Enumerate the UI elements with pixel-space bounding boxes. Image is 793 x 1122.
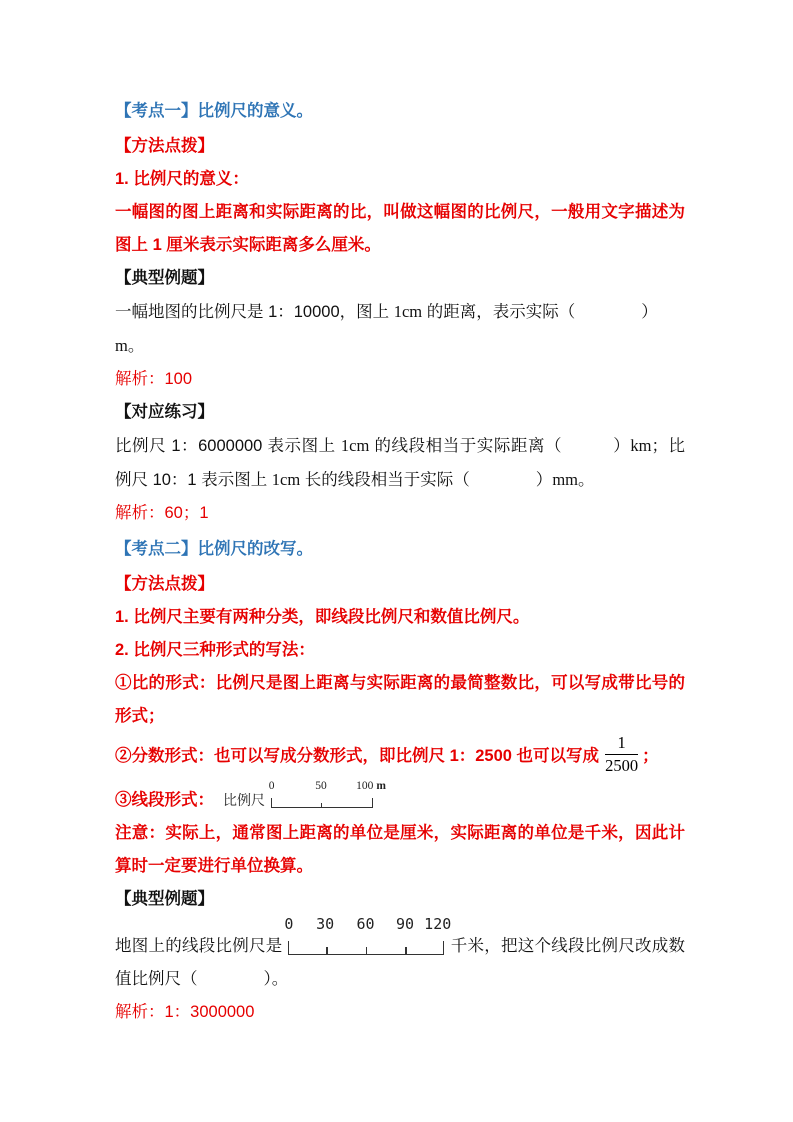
scale-tick-label: 50 bbox=[315, 780, 327, 792]
scale-bar-tick bbox=[326, 947, 328, 955]
section2-point2: 2. 比例尺三种形式的写法： bbox=[115, 641, 315, 659]
scale-tick-label: 0 bbox=[268, 780, 275, 792]
section2-method-label: 【方法点拨】 bbox=[115, 575, 214, 593]
question-text: 。 bbox=[577, 471, 595, 489]
question-text: ；比例尺 10：1 表示图上 bbox=[115, 437, 686, 489]
section1-example-label: 【典型例题】 bbox=[115, 269, 214, 287]
question-text: 地图上的线段比例尺是 bbox=[115, 937, 283, 955]
unit-mm: mm bbox=[552, 470, 578, 489]
unit-conversion-note: 注意：实际上，通常图上距离的单位是厘米，实际距离的单位是千米，因此计算时一定要进行单位换算。 bbox=[115, 824, 685, 875]
segment-scale-bar-small bbox=[269, 780, 401, 810]
section1-heading: 【考点一】比例尺的意义。 bbox=[115, 102, 313, 120]
ratio-form-text: ①比的形式：比例尺是图上距离与实际距离的最简整数比，可以写成带比号的形式； bbox=[115, 674, 685, 725]
segment-form-text: ③线段形式： bbox=[115, 791, 214, 809]
scale-definition-text: 一幅图的图上距离和实际距离的比，叫做这幅图的比例尺，一般用文字描述为图上 1 厘米表示实际距离多么厘米。 bbox=[115, 203, 685, 254]
fraction-form-suffix: ； bbox=[642, 746, 659, 765]
scale-bar-tick bbox=[321, 803, 322, 808]
practice-answer: 解析：60；1 bbox=[115, 504, 209, 522]
section2-example-label: 【典型例题】 bbox=[115, 890, 214, 908]
practice-question bbox=[115, 429, 685, 497]
worksheet-document bbox=[115, 92, 685, 1029]
fraction-form-text: ②分数形式：也可以写成分数形式，即比例尺 1：2500 也可以写成 bbox=[115, 746, 600, 765]
example2-question bbox=[115, 916, 685, 996]
scale-bar-tick bbox=[405, 947, 407, 955]
question-text: 长的线段相当于实际（ ） bbox=[300, 471, 553, 489]
example1-answer: 解析：100 bbox=[115, 370, 193, 388]
unit-m: m bbox=[115, 336, 128, 355]
scale-tick-label: 100 m bbox=[356, 780, 386, 792]
segment-form-line bbox=[115, 780, 685, 817]
scale-tick-label: 30 bbox=[316, 915, 335, 933]
unit-cm: 1cm bbox=[271, 470, 301, 489]
section1-practice-label: 【对应练习】 bbox=[115, 403, 214, 421]
question-text: 的距离，表示实际（ ） bbox=[422, 303, 658, 321]
segment-scale-bar-large bbox=[284, 915, 452, 958]
question-text: 的线段相当于实际距离（ ） bbox=[369, 437, 631, 455]
example2-answer: 解析：1：3000000 bbox=[115, 1003, 255, 1021]
scale-tick-label: 60 bbox=[356, 915, 375, 933]
scale-bar-small-label: 比例尺 bbox=[223, 792, 265, 808]
question-text: 比例尺 1：6000000 表示图上 bbox=[115, 437, 341, 455]
question-text: 一幅地图的比例尺是 1：10000，图上 bbox=[115, 303, 394, 321]
scale-tick-label: 0 bbox=[284, 915, 294, 933]
section2-point1: 1. 比例尺主要有两种分类，即线段比例尺和数值比例尺。 bbox=[115, 608, 530, 626]
fraction-form-line bbox=[115, 733, 685, 780]
unit-km: km bbox=[630, 436, 652, 455]
section2-heading: 【考点二】比例尺的改写。 bbox=[115, 540, 313, 558]
scale-unit-m: m bbox=[376, 780, 386, 792]
unit-cm: 1cm bbox=[340, 436, 370, 455]
scale-tick-label: 120 bbox=[424, 915, 452, 933]
fraction-numerator: 1 bbox=[605, 733, 638, 755]
example1-question bbox=[115, 295, 685, 363]
question-text: 。 bbox=[127, 337, 145, 355]
scale-bar-tick bbox=[366, 947, 368, 955]
fraction-denominator: 2500 bbox=[605, 756, 639, 775]
section1-method-label: 【方法点拨】 bbox=[115, 137, 214, 155]
fraction-1-2500 bbox=[605, 733, 638, 776]
question-text: 千米，把这个线段比例尺改成数值比例尺（ ）。 bbox=[115, 937, 685, 988]
section1-point1: 1. 比例尺的意义： bbox=[115, 170, 249, 188]
scale-tick-label: 90 bbox=[395, 915, 415, 933]
unit-cm: 1cm bbox=[393, 302, 423, 321]
